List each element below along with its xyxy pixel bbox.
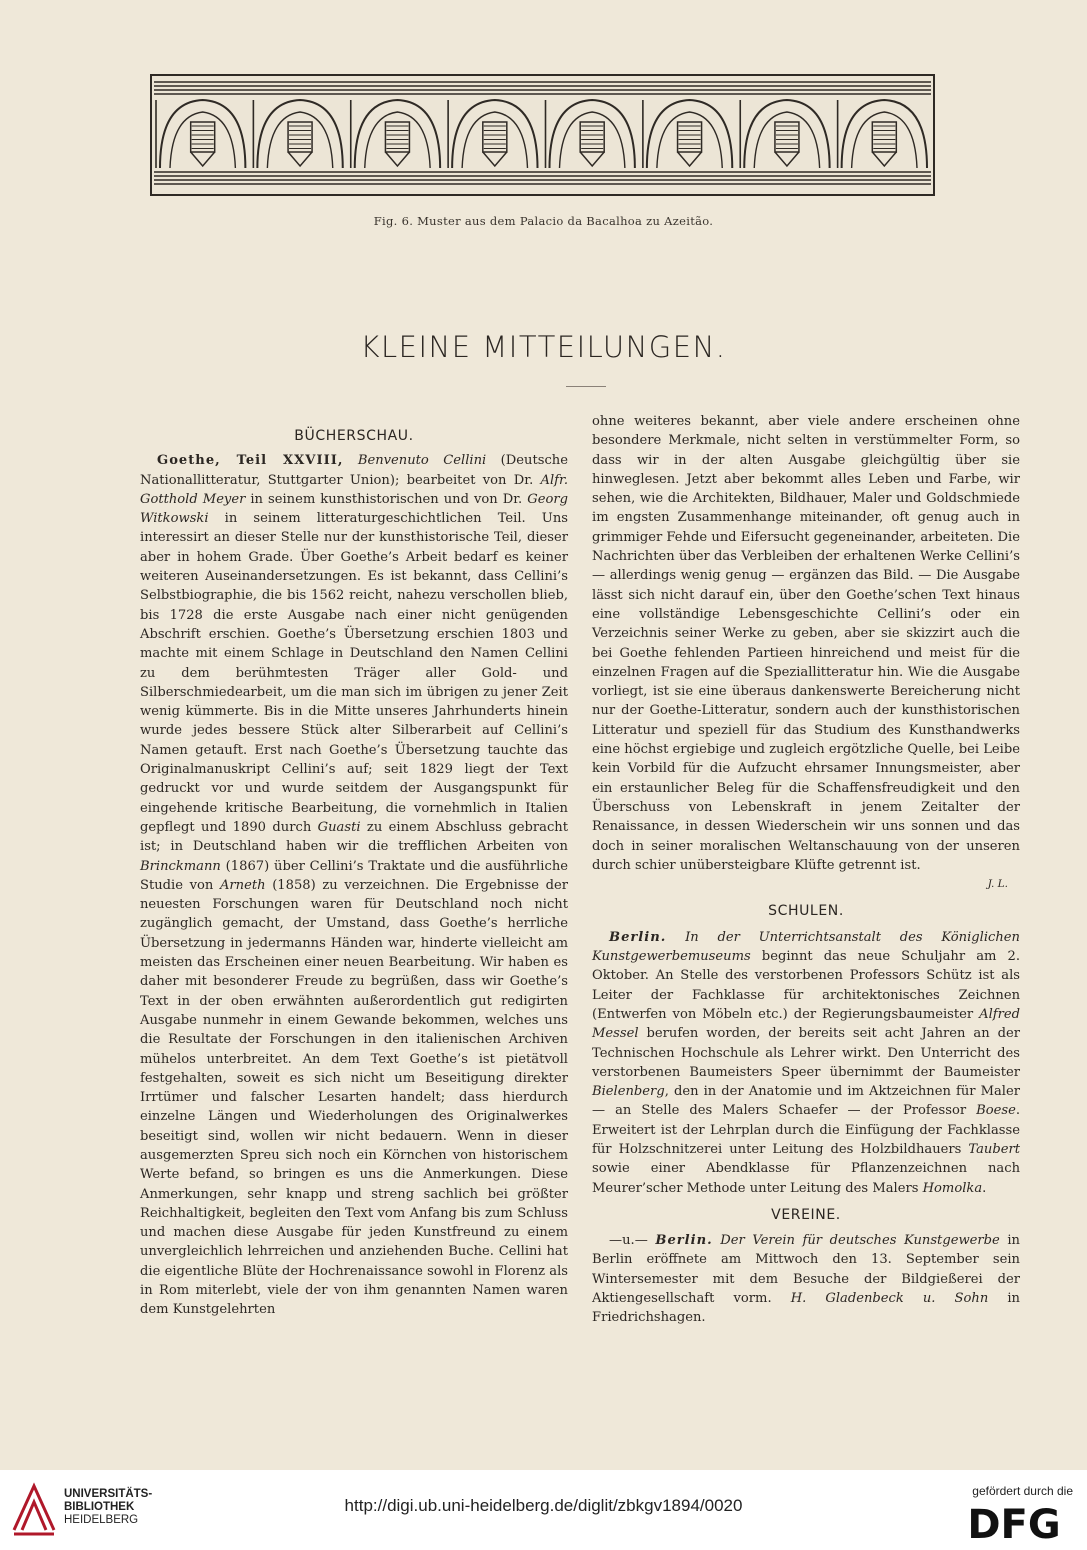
ornament-point (191, 152, 215, 166)
schools-paragraph: Berlin. In der Unterrichtsanstalt des Königlichen Kunstgewerbemuseums beginnt das neue Schuljahr am 2. Oktober. An Stelle des verstorbenen Professors Schütz ist als Leiter der Fachklasse für architektonisches Zeichnen (Entwerfen von Möbeln etc.) der Regierungsbaumeister Alfred Messel berufen worden, der bereits seit acht Jahren an der Technischen Hochschule als Lehrer wirkt. Den Unterricht des verstorbenen Baumeisters Speer übernimmt der Baumeister Bielenberg, den in der Anatomie und im Aktzeichnen für Maler — an Stelle des Malers Schaefer — der Professor Boese. Erweitert ist der Lehrplan durch die Einfügung der Fachklasse für Holzschnitzerei unter Leitung des Holzbildhauers Taubert sowie einer Abendklasse für Pflanzenzeichnen nach Meurer’scher Methode unter Leitung des Malers Homolka. (592, 929, 1020, 1196)
editor-witkowski: Georg Witkowski (140, 491, 568, 527)
ornament-point (775, 152, 799, 166)
name-taubert: Taubert (968, 1141, 1020, 1157)
name-homolka: Homolka (922, 1180, 983, 1196)
ornament-arch (550, 100, 635, 168)
ornament-arch (355, 100, 440, 168)
associations-place: Berlin. (655, 1233, 713, 1249)
ornament-arch (647, 100, 732, 168)
firm-gladenbeck: H. Gladenbeck u. Sohn (790, 1291, 989, 1307)
svg-text:DFG: DFG (967, 1502, 1061, 1542)
name-guasti: Guasti (317, 819, 361, 835)
ornament-arch (452, 100, 537, 168)
book-review-paragraph: Goethe, Teil XXVIII, Benvenuto Cellini (Deutsche Nationallitteratur, Stuttgarter Union); bearbeitet von Dr. Alfr. Gotthold Meyer in seinem kunsthistorischen und von Dr. Georg Witkowski in seinem litteraturgeschichtlichen Teil. Uns interessirt an dieser Stelle nur der kunsthistorische Teil, dieser aber in hohem Grade. Über Goethe’s Arbeit bedarf es keiner weiteren Auseinandersetzungen. Es ist bekannt, dass Cellini’s Selbstbiographie, die bis 1562 reicht, nahezu verschollen blieb, bis 1728 die erste Ausgabe nach einer nicht genügenden Abschrift erschien. Goethe’s Übersetzung erschien 1803 und machte mit einem Schlage in Deutschland den Namen Cellini zu dem berühmtesten Träger aller Gold- und Silberschmiedearbeit, um die man sich im übrigen zu jener Zeit wenig kümmerte. Bis in die Mitte unseres Jahrhunderts hinein wurde jedes bessere Stück alter Silberarbeit auf Cellini’s Namen getauft. Erst nach Goethe’s Übersetzung tauchte das Originalmanuskript Cellini’s auf; seit 1829 liegt der Text gedruckt vor und wurde seitdem der Ausgangspunkt für eingehende kritische Bearbeitung, die vornehmlich in Italien gepflegt und 1890 durch Guasti zu einem Abschluss gebracht ist; in Deutschland haben wir die trefflichen Arbeiten von Brinckmann (1867) über Cellini’s Traktate und die ausführliche Studie von Arneth (1858) zu verzeichnen. Die Ergebnisse der neuesten Forschungen waren für Deutschland noch nicht zugänglich gemacht, der Umstand, dass Goethe’s herrliche Übersetzung in jedermanns Händen war, hinderte vielleicht am meisten das Erscheinen einer neuen Bearbeitung. Wir haben es daher mit besonderer Freude zu begrüßen, dass wir Goethe’s Text in der oben erwähnten außerordentlich gut redigirten Ausgabe nunmehr in einem Gewande bekommen, welches uns die Resultate der Forschungen in den italienischen Archiven mühelos unterbreitet. An dem Text Goethe’s ist pietätvoll festgehalten, soweit es sich nicht um Beseitigung direkter Irrtümer und falscher Lesarten handelt; dass hierdurch einzelne Längen und Wiederholungen des Originalwerkes beseitigt sind, wollen wir nicht bedauern. Wenn in dieser ausgemerzten Spreu sich noch ein Körnchen von historischem Werte befand, so bringen es uns die Anmerkungen. Diese Anmerkungen, sehr knapp und streng sachlich bei größter Reichhaltigkeit, begleiten den Text vom Anfang bis zum Schluss und machen diese Ausgabe für jeden Kunstfreund zu einem unvergleichlich lehrreichen und anziehenden Buche. Cellini hat die eigentliche Blüte der Hochrenaissance sowohl in Florenz als in Rom miterlebt, viele der von ihm genannten Namen waren dem Kunstgelehrten (140, 453, 568, 1318)
review-book-title: Benvenuto Cellini (343, 453, 487, 469)
name-boese: Boese (976, 1103, 1016, 1119)
ornament-arch (160, 100, 245, 168)
name-messel: Alfred Messel (592, 1006, 1020, 1042)
figure-caption: Fig. 6. Muster aus dem Palacio da Bacalhoa zu Azeitão. (373, 214, 714, 228)
associations-paragraph: —u.— Berlin. Der Verein für deutsches Kunstgewerbe in Berlin eröffnete am Mittwoch den 13. September sein Wintersemester mit dem Besuche der Bildgießerei der Aktiengesellschaft vorm. H. Gladenbeck u. Sohn in Friedrichshagen. (592, 1233, 1020, 1326)
ornament-point (483, 152, 507, 166)
ornament-arch (842, 100, 927, 168)
editor-meyer: Alfr. Gotthold Meyer (140, 472, 568, 507)
permalink-url[interactable]: http://digi.ub.uni-heidelberg.de/diglit/zbkgv1894/0020 (344, 1496, 743, 1515)
funding-note: gefördert durch die (972, 1484, 1073, 1498)
subheading-buecherschau: BÜCHERSCHAU. (294, 428, 414, 444)
ornament-pattern (152, 76, 933, 194)
ornament-arch (257, 100, 342, 168)
subheading-vereine: VEREINE. (771, 1206, 841, 1223)
ornament-figure (150, 74, 935, 196)
ornament-point (288, 152, 312, 166)
ornament-point (385, 152, 409, 166)
ornament-point (678, 152, 702, 166)
right-column (592, 412, 1020, 1328)
left-column (140, 412, 568, 1320)
viewer-footer (0, 1470, 1087, 1550)
ornament-point (580, 152, 604, 166)
dfg-logo-icon (955, 1502, 1073, 1542)
review-lead: Goethe, Teil XXVIII, (157, 453, 344, 469)
ornament-point (872, 152, 896, 166)
name-brinckmann: Brinckmann (140, 858, 221, 874)
name-bielenberg: Bielenberg (592, 1084, 665, 1100)
library-name: UNIVERSITÄTS- BIBLIOTHEK HEIDELBERG (64, 1488, 153, 1526)
review-signature: J. L. (987, 878, 1008, 891)
name-arneth: Arneth (219, 877, 266, 893)
heading-rule (566, 386, 606, 387)
subheading-schulen: SCHULEN. (768, 903, 844, 920)
section-heading: KLEINE MITTEILUNGEN. (360, 330, 727, 364)
ornament-arch (744, 100, 829, 168)
review-continuation: ohne weiteres bekannt, aber viele andere erscheinen ohne besondere Merkmale, nicht selten in verstümmelter Form, so dass wir in der alten Ausgabe gleichgültig über sie hinweglesen. Jetzt aber bekommt alles Leben und Farbe, wir sehen, wie die Architekten, Bildhauer, Maler und Goldschmiede im engsten Zusammenhange miteinander, oft genug auch in grimmiger Fehde und Eifersucht gegeneinander, arbeiteten. Die Nachrichten über das Verbleiben der erhaltenen Werke Cellini’s — allerdings wenig genug — ergänzen das Bild. — Die Ausgabe lässt sich nicht darauf ein, über den Goethe’schen Text hinaus eine vollständige Lebensgeschichte Cellini’s oder ein Verzeichnis seiner Werke zu geben, aber sie skizzirt auch die bei Goethe fehlenden Partieen hinreichend und meist für die einzelnen Fragen auf die Speziallitteratur hin. Wie die Ausgabe vorliegt, ist sie eine überaus dankenswerte Bereicherung nicht nur der Goethe-Litteratur, sondern auch der kunsthistorischen Litteratur und speziell für das Studium des Kunsthandwerks eine höchst ergiebige und zugleich ergötzliche Quelle, bei Leibe kein Vorbild für die Aufzucht ehrsamer Innungsmeister, aber ein erstaunlicher Beleg für die Schaffensfreudigkeit und den Überschuss von Lebenskraft in jenem Zeitalter der Renaissance, in dessen Wiederschein wir uns sonnen und das doch in seiner moralischen Weltanschauung von der unseren durch schier unübersteigbare Klüfte getrennt ist. (592, 414, 1020, 873)
schools-place: Berlin. (609, 929, 667, 945)
